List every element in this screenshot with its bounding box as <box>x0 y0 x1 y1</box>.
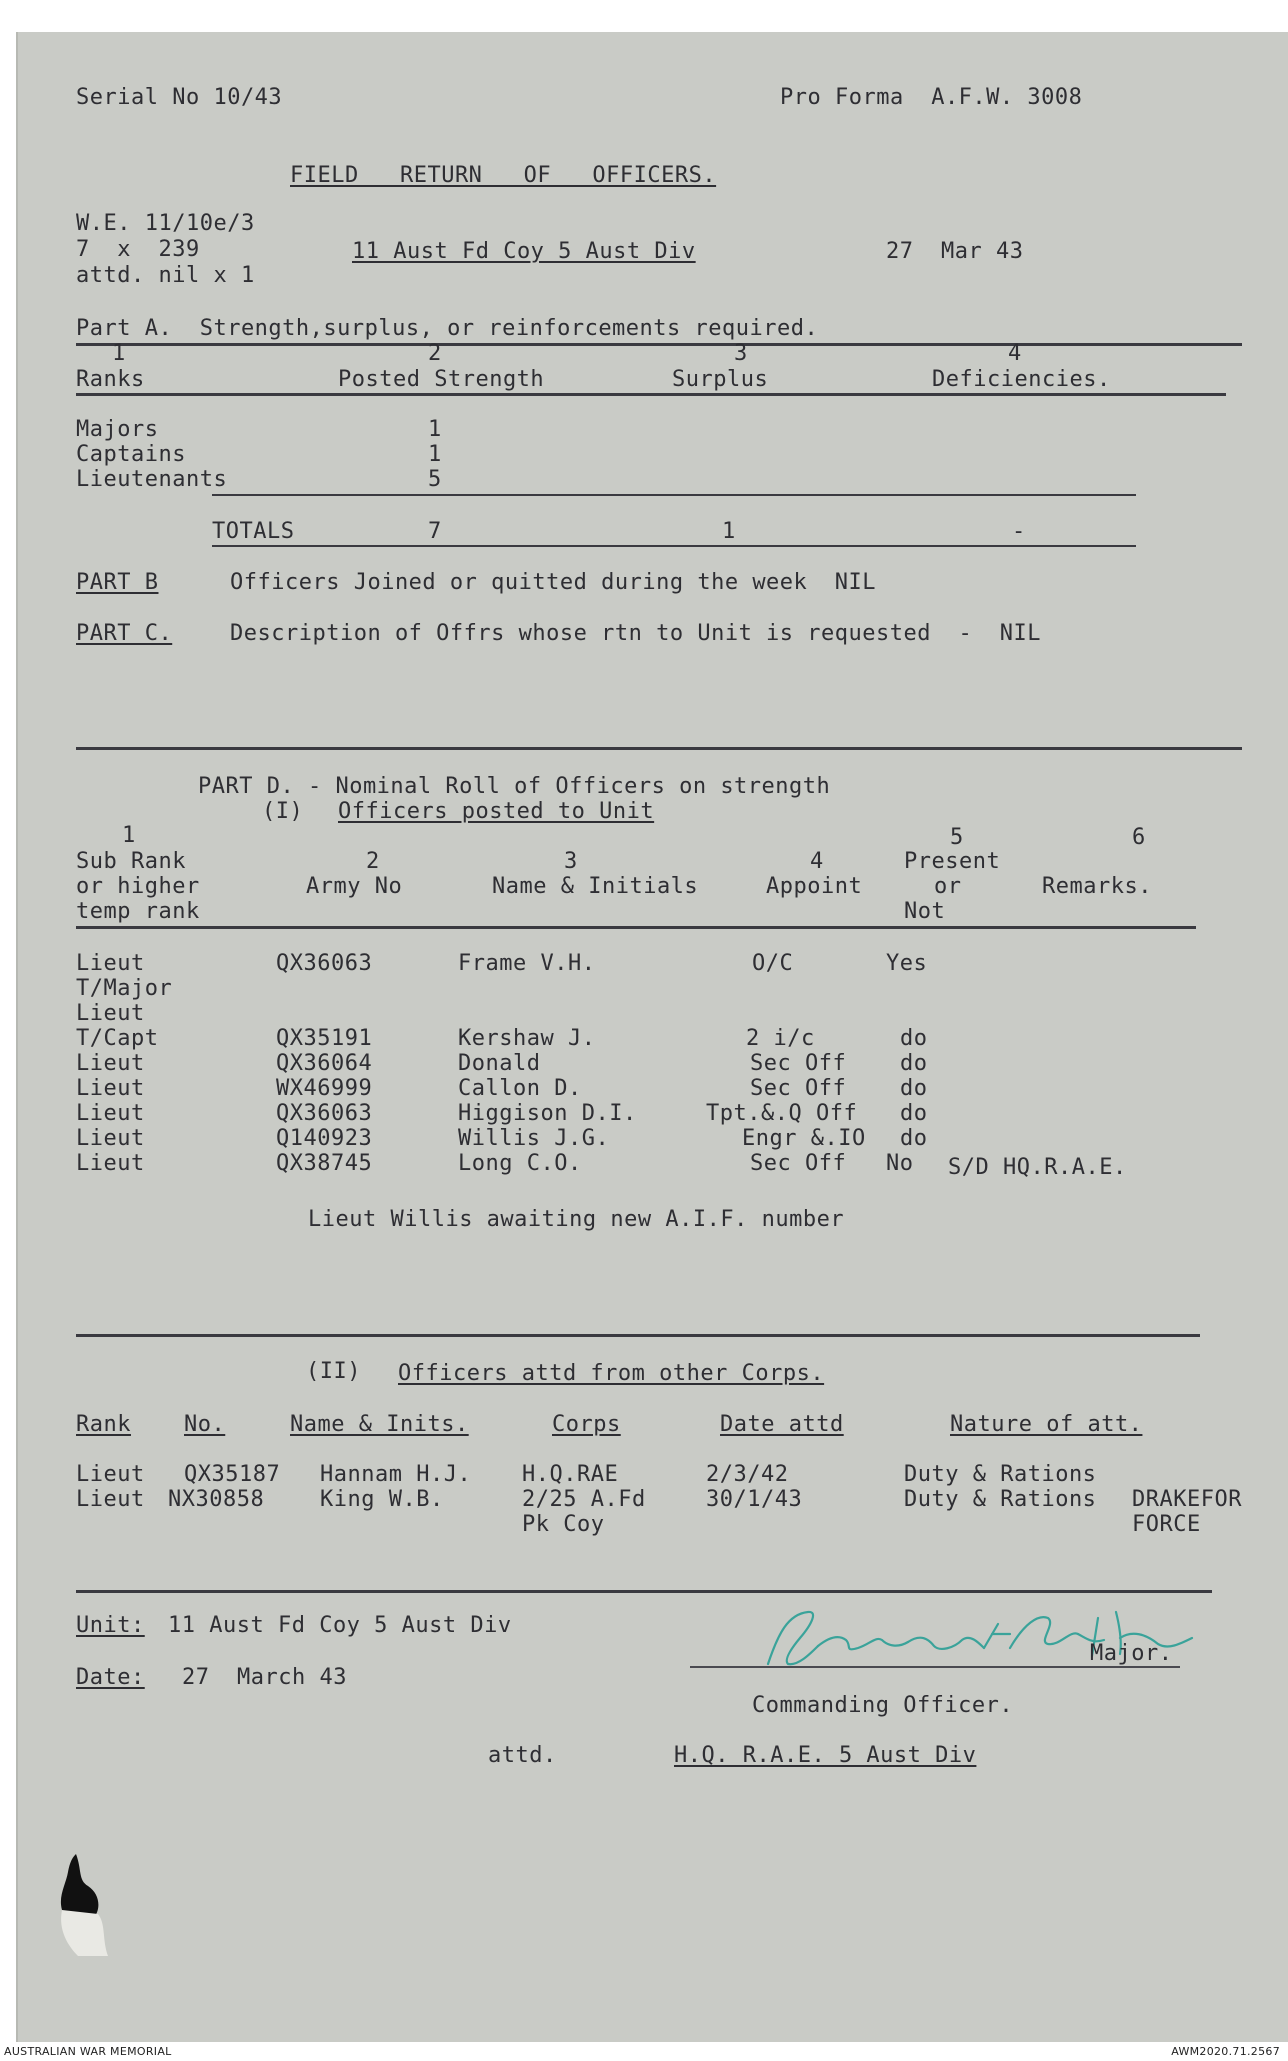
row-appoint: Sec Off <box>750 1151 847 1176</box>
row-name: Higgison D.I. <box>458 1101 637 1126</box>
row-present: No <box>886 1151 914 1176</box>
rank-lieutenants: Lieutenants <box>76 467 228 492</box>
rule <box>212 545 1136 547</box>
row-appoint: 2 i/c <box>746 1026 815 1051</box>
we-line-1: W.E. 11/10e/3 <box>76 211 255 236</box>
row-appoint: Sec Off <box>750 1076 847 1101</box>
row-corps: H.Q.RAE <box>522 1462 619 1487</box>
date-label: Date: <box>76 1665 145 1690</box>
part-d-heading: PART D. - Nominal Roll of Officers on strength <box>198 774 831 799</box>
rule <box>76 1590 1212 1593</box>
part-c-text: Description of Offrs whose rtn to Unit is requested - NIL <box>230 621 1041 646</box>
col-head-army-no: Army No <box>306 874 403 899</box>
row-appoint: Engr &.IO <box>742 1126 866 1151</box>
roll-note: Lieut Willis awaiting new A.I.F. number <box>308 1207 845 1232</box>
col-num-2: 2 <box>428 341 442 366</box>
col-num-4: 4 <box>810 849 824 874</box>
part-b-text: Officers Joined or quitted during the week NIL <box>230 570 877 595</box>
form-number: Pro Forma A.F.W. 3008 <box>780 85 1083 110</box>
row-rank: Lieut <box>76 951 145 976</box>
row-name: Donald <box>458 1051 541 1076</box>
totals-label: TOTALS <box>212 519 295 544</box>
row-army-no: WX46999 <box>276 1076 373 1101</box>
rule <box>76 747 1242 750</box>
part-b-label: PART B <box>76 570 159 595</box>
row-corps: 2/25 A.Fd <box>522 1487 646 1512</box>
col-num-5: 5 <box>950 825 964 850</box>
unit-name: 11 Aust Fd Coy 5 Aust Div <box>352 239 696 264</box>
totals-surplus: 1 <box>722 519 736 544</box>
part-d2-heading: Officers attd from other Corps. <box>398 1361 825 1386</box>
col-head-name: Name & Initials <box>492 874 699 899</box>
col-head-surplus: Surplus <box>672 367 769 392</box>
row-army-no: QX36064 <box>276 1051 373 1076</box>
row-name: Frame V.H. <box>458 951 596 976</box>
col-head-date: Date attd <box>720 1412 844 1437</box>
row-nature: Duty & Rations <box>904 1487 1097 1512</box>
part-d-sub-heading: Officers posted to Unit <box>338 799 655 824</box>
row-present: Yes <box>886 951 928 976</box>
col-head-present-2: or <box>934 874 962 899</box>
col-num-4: 4 <box>1008 341 1022 366</box>
rule <box>76 926 1196 929</box>
row-appoint: Tpt.&.Q Off <box>706 1101 858 1126</box>
row-rank: T/Major <box>76 976 173 1001</box>
col-head-present-1: Present <box>904 849 1001 874</box>
row-name: Willis J.G. <box>458 1126 610 1151</box>
we-line-3: attd. nil x 1 <box>76 263 255 288</box>
row-appoint: Sec Off <box>750 1051 847 1076</box>
row-present: do <box>900 1101 928 1126</box>
row-remarks: S/D HQ.R.A.E. <box>948 1155 1127 1180</box>
col-head-deficiencies: Deficiencies. <box>932 367 1111 392</box>
attd-label: attd. <box>488 1743 557 1768</box>
row-name: Callon D. <box>458 1076 582 1101</box>
col-num-1: 1 <box>122 823 136 848</box>
row-rank: Lieut <box>76 1076 145 1101</box>
row-army-no: QX35191 <box>276 1026 373 1051</box>
row-rank: Lieut <box>76 1051 145 1076</box>
row-rank: Lieut <box>76 1151 145 1176</box>
rank-majors: Majors <box>76 417 159 442</box>
col-head-rank: Rank <box>76 1412 131 1437</box>
posted-captains: 1 <box>428 442 442 467</box>
row-date: 2/3/42 <box>706 1462 789 1487</box>
row-extra: DRAKEFOR <box>1132 1487 1242 1512</box>
row-present: do <box>900 1026 928 1051</box>
row-rank: Lieut <box>76 1126 145 1151</box>
col-num-3: 3 <box>564 849 578 874</box>
col-num-1: 1 <box>112 341 126 366</box>
posted-majors: 1 <box>428 417 442 442</box>
col-head-appoint: Appoint <box>766 874 863 899</box>
col-head-present-3: Not <box>904 899 946 924</box>
row-army-no: Q140923 <box>276 1126 373 1151</box>
row-present: do <box>900 1126 928 1151</box>
col-head-sub-rank-1: Sub Rank <box>76 849 186 874</box>
part-a-heading: Part A. Strength,surplus, or reinforcements required. <box>76 316 819 341</box>
col-num-6: 6 <box>1132 825 1146 850</box>
row-no: QX35187 <box>184 1462 281 1487</box>
col-num-2: 2 <box>366 849 380 874</box>
part-c-label: PART C. <box>76 621 173 646</box>
col-head-corps: Corps <box>552 1412 621 1437</box>
we-line-2: 7 x 239 <box>76 237 200 262</box>
signature-line <box>690 1666 1180 1668</box>
row-army-no: QX36063 <box>276 951 373 976</box>
document-title: FIELD RETURN OF OFFICERS. <box>290 163 717 188</box>
row-no: NX30858 <box>168 1487 265 1512</box>
col-head-posted: Posted Strength <box>338 367 545 392</box>
posted-lieutenants: 5 <box>428 467 442 492</box>
part-d2-num: (II) <box>306 1359 361 1384</box>
col-head-nature: Nature of att. <box>950 1412 1143 1437</box>
row-name: Kershaw J. <box>458 1026 596 1051</box>
row-army-no: QX36063 <box>276 1101 373 1126</box>
row-name: King W.B. <box>320 1487 444 1512</box>
col-head-name: Name & Inits. <box>290 1412 469 1437</box>
col-head-ranks: Ranks <box>76 367 145 392</box>
row-appoint: O/C <box>752 951 794 976</box>
row-nature: Duty & Rations <box>904 1462 1097 1487</box>
attd-value: H.Q. R.A.E. 5 Aust Div <box>674 1743 977 1768</box>
row-rank: Lieut <box>76 1001 145 1026</box>
unit-value: 11 Aust Fd Coy 5 Aust Div <box>168 1613 512 1638</box>
row-extra-2: FORCE <box>1132 1512 1201 1537</box>
row-army-no: QX38745 <box>276 1151 373 1176</box>
return-date: 27 Mar 43 <box>886 239 1024 264</box>
row-name: Hannam H.J. <box>320 1462 472 1487</box>
row-date: 30/1/43 <box>706 1487 803 1512</box>
signatory-role: Commanding Officer. <box>752 1693 1014 1718</box>
serial-number: Serial No 10/43 <box>76 85 283 110</box>
row-rank: T/Capt <box>76 1026 159 1051</box>
row-present: do <box>900 1051 928 1076</box>
signatory-rank: Major. <box>1090 1641 1173 1666</box>
date-value: 27 March 43 <box>182 1665 347 1690</box>
row-present: do <box>900 1076 928 1101</box>
row-corps-2: Pk Coy <box>522 1512 605 1537</box>
row-rank: Lieut <box>76 1101 145 1126</box>
rule <box>76 393 1226 396</box>
col-head-sub-rank-2: or higher <box>76 874 200 899</box>
rule <box>76 1334 1200 1337</box>
archive-id: AWM2020.71.2567 <box>1171 2045 1280 2058</box>
col-head-remarks: Remarks. <box>1042 874 1152 899</box>
unit-label: Unit: <box>76 1613 145 1638</box>
totals-deficiencies: - <box>1012 519 1026 544</box>
torn-hole <box>48 1850 128 1960</box>
archive-credit: AUSTRALIAN WAR MEMORIAL <box>4 2045 172 2058</box>
row-rank: Lieut <box>76 1462 145 1487</box>
col-head-sub-rank-3: temp rank <box>76 899 200 924</box>
part-d-sub-num: (I) <box>262 799 304 824</box>
col-num-3: 3 <box>734 341 748 366</box>
rule <box>212 494 1136 496</box>
rank-captains: Captains <box>76 442 186 467</box>
col-head-no: No. <box>184 1412 226 1437</box>
row-name: Long C.O. <box>458 1151 582 1176</box>
totals-posted: 7 <box>428 519 442 544</box>
row-rank: Lieut <box>76 1487 145 1512</box>
rule <box>76 343 1242 346</box>
